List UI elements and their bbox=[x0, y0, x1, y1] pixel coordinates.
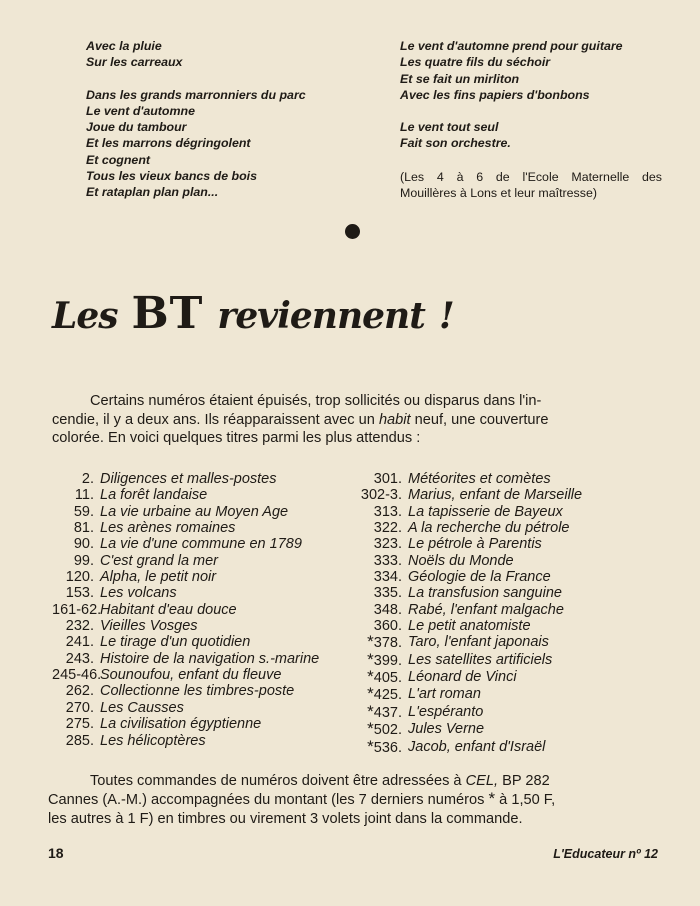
list-item-title: Collectionne les timbres-poste bbox=[100, 683, 295, 700]
list-number-text: 285. bbox=[65, 732, 94, 749]
list-item-title: Vieilles Vosges bbox=[100, 618, 198, 635]
list-item-title: La tapisserie de Bayeux bbox=[408, 503, 563, 520]
order-text: Toutes commandes de numéros doivent être adressées à bbox=[90, 773, 462, 789]
list-item bbox=[352, 701, 582, 721]
poem-line: Et se fait un mirliton bbox=[400, 71, 520, 86]
list-item bbox=[352, 569, 582, 585]
list-item-title: Léonard de Vinci bbox=[408, 669, 517, 686]
list-number-text: 502. bbox=[373, 722, 402, 739]
list-item-number bbox=[352, 487, 402, 503]
poem-left-column bbox=[86, 38, 306, 201]
asterisk-icon: * bbox=[367, 736, 374, 756]
list-item-title: C'est grand la mer bbox=[100, 552, 219, 569]
order-paragraph bbox=[48, 772, 658, 828]
poem-right-column bbox=[400, 38, 623, 152]
list-item bbox=[352, 649, 582, 669]
list-item-title: Rabé, l'enfant malgache bbox=[408, 601, 564, 618]
poem-line bbox=[400, 103, 623, 119]
list-number-text: 99. bbox=[73, 552, 94, 569]
list-number-text: 161-62. bbox=[52, 601, 102, 618]
headline-reviennent: reviennent bbox=[217, 295, 425, 337]
list-item-number bbox=[352, 736, 402, 756]
intro-emphasis: habit bbox=[378, 411, 411, 428]
list-item-number bbox=[352, 520, 402, 536]
credit-line: (Les 4 à 6 de l'Ecole Maternelle des bbox=[400, 170, 662, 184]
list-item-title: L'art roman bbox=[408, 686, 481, 703]
list-item-number bbox=[352, 618, 402, 634]
list-number-text: 405. bbox=[373, 670, 402, 687]
list-item-number bbox=[352, 686, 402, 703]
list-item-number bbox=[52, 487, 94, 503]
list-item bbox=[352, 471, 582, 487]
list-item bbox=[52, 536, 319, 552]
list-item-title: Sounoufou, enfant du fleuve bbox=[100, 667, 282, 684]
list-number-text: 59. bbox=[73, 503, 94, 520]
poem-line: Avec les fins papiers d'bonbons bbox=[400, 87, 590, 102]
list-item-title: Taro, l'enfant japonais bbox=[408, 634, 549, 651]
list-item bbox=[352, 520, 582, 536]
list-number-text: 262. bbox=[65, 683, 94, 700]
intro-text: neuf, une couverture bbox=[414, 411, 549, 428]
list-item-number bbox=[52, 716, 94, 732]
journal-name: L'Educateur nº 12 bbox=[553, 847, 658, 861]
list-item bbox=[52, 504, 319, 520]
list-item-number bbox=[52, 585, 94, 601]
list-item-number bbox=[352, 721, 402, 738]
poem-line: Le vent tout seul bbox=[400, 120, 499, 135]
list-number-text: 232. bbox=[65, 618, 94, 635]
asterisk-icon: * bbox=[367, 632, 374, 652]
intro-line: colorée. En voici quelques titres parmi les plus attendus : bbox=[52, 430, 421, 446]
list-item-title: Alpha, le petit noir bbox=[100, 569, 217, 586]
poem-line: Tous les vieux bancs de bois bbox=[86, 169, 258, 184]
list-number-text: 245-46. bbox=[52, 667, 102, 684]
headline-exclamation: ! bbox=[438, 295, 455, 337]
list-item-title: Les arènes romaines bbox=[100, 520, 236, 537]
list-number-text: 302-3. bbox=[360, 487, 402, 504]
list-item bbox=[352, 553, 582, 569]
list-item-title: Météorites et comètes bbox=[408, 471, 551, 487]
list-number-text: 378. bbox=[373, 635, 402, 652]
list-item-number bbox=[352, 669, 402, 686]
asterisk-icon: * bbox=[367, 684, 374, 704]
list-item-number bbox=[52, 683, 94, 699]
list-item bbox=[352, 618, 582, 634]
asterisk-icon: * bbox=[367, 667, 374, 687]
list-item bbox=[52, 487, 319, 503]
list-item bbox=[52, 553, 319, 569]
list-item bbox=[352, 686, 582, 703]
list-item-number bbox=[352, 536, 402, 552]
list-number-text: 243. bbox=[65, 650, 94, 667]
list-item bbox=[52, 651, 319, 667]
intro-line: Certains numéros étaient épuisés, trop sollicités ou disparus dans l'in- bbox=[90, 393, 542, 409]
list-item-number bbox=[352, 701, 402, 721]
asterisk-icon: * bbox=[488, 789, 496, 809]
poem-line: Sur les carreaux bbox=[86, 55, 183, 70]
list-item-title: Les Causses bbox=[100, 699, 184, 716]
poem-line bbox=[86, 71, 306, 87]
list-number-text: 241. bbox=[65, 634, 94, 651]
list-number-text: 536. bbox=[373, 739, 402, 756]
list-item-title: Les volcans bbox=[100, 585, 177, 602]
asterisk-icon: * bbox=[367, 719, 374, 739]
order-text: à 1,50 F, bbox=[499, 792, 556, 809]
list-item-number bbox=[52, 618, 94, 634]
headline bbox=[52, 288, 455, 339]
list-item bbox=[52, 602, 319, 618]
list-number-text: 323. bbox=[373, 536, 402, 553]
list-item-title: Histoire de la navigation s.-marine bbox=[100, 650, 320, 667]
list-number-text: 334. bbox=[373, 569, 402, 586]
list-item bbox=[52, 700, 319, 716]
list-number-text: 270. bbox=[65, 699, 94, 716]
list-item bbox=[52, 667, 319, 683]
list-item-number bbox=[352, 602, 402, 618]
order-text: BP 282 bbox=[502, 773, 550, 789]
list-number-text: 301. bbox=[373, 471, 402, 487]
list-item-number bbox=[352, 504, 402, 520]
list-item-number bbox=[52, 634, 94, 650]
order-text: Cannes (A.-M.) accompagnées du montant (les 7 derniers numéros bbox=[48, 792, 485, 809]
list-number-text: 81. bbox=[73, 520, 94, 537]
list-item-number bbox=[352, 569, 402, 585]
list-item-title: La vie d'une commune en 1789 bbox=[100, 536, 302, 553]
list-item bbox=[52, 634, 319, 650]
list-item-title: Le pétrole à Parentis bbox=[408, 536, 542, 553]
list-item-title: Géologie de la France bbox=[408, 569, 551, 586]
order-line bbox=[48, 772, 658, 790]
list-number-text: 313. bbox=[373, 503, 402, 520]
list-item bbox=[352, 536, 582, 552]
intro-text: cendie, il y a deux ans. Ils réapparaissent avec un bbox=[52, 411, 375, 428]
list-item bbox=[52, 569, 319, 585]
list-item bbox=[352, 721, 582, 738]
list-item-title: Habitant d'eau douce bbox=[100, 601, 237, 618]
poem-line: Fait son orchestre. bbox=[400, 136, 511, 151]
order-line bbox=[48, 790, 658, 809]
list-item-number bbox=[52, 553, 94, 569]
poem-line: Joue du tambour bbox=[86, 120, 187, 135]
list-item bbox=[52, 683, 319, 699]
list-number-text: 90. bbox=[73, 536, 94, 553]
list-item bbox=[52, 520, 319, 536]
list-number-text: 275. bbox=[65, 716, 94, 733]
list-number-text: 437. bbox=[373, 704, 402, 721]
headline-bt: BT bbox=[131, 288, 204, 339]
credit-line: Mouillères à Lons et leur maîtresse) bbox=[400, 186, 597, 201]
list-item-title: Noëls du Monde bbox=[408, 552, 514, 569]
list-item-title: La transfusion sanguine bbox=[408, 585, 562, 602]
asterisk-icon: * bbox=[367, 701, 374, 721]
list-number-text: 360. bbox=[373, 618, 402, 635]
poem-line: Dans les grands marronniers du parc bbox=[86, 87, 306, 102]
poem-line: Et rataplan plan plan... bbox=[86, 185, 219, 200]
list-item bbox=[352, 634, 582, 651]
list-item bbox=[352, 585, 582, 601]
list-item bbox=[52, 618, 319, 634]
list-item-number bbox=[352, 553, 402, 569]
poem-line: Les quatre fils du séchoir bbox=[400, 55, 551, 70]
list-item-title: Jacob, enfant d'Israël bbox=[408, 738, 546, 755]
list-item-title: La civilisation égyptienne bbox=[100, 716, 262, 733]
list-item-title: Marius, enfant de Marseille bbox=[408, 487, 583, 504]
intro-paragraph bbox=[52, 392, 658, 448]
order-emphasis: CEL, bbox=[465, 773, 499, 789]
bt-list-right bbox=[352, 471, 582, 756]
list-item-title: L'espéranto bbox=[408, 703, 484, 720]
poem-line: Avec la pluie bbox=[86, 39, 162, 53]
list-item-number bbox=[352, 649, 402, 669]
list-item-title: Les satellites artificiels bbox=[408, 651, 553, 668]
list-number-text: 335. bbox=[373, 585, 402, 602]
bt-list-left bbox=[52, 471, 319, 749]
list-item-title: La forêt landaise bbox=[100, 487, 208, 504]
list-item-number bbox=[352, 634, 402, 651]
list-item-number bbox=[52, 504, 94, 520]
section-bullet-icon bbox=[345, 224, 360, 239]
list-item-number bbox=[52, 601, 102, 618]
list-item-number bbox=[52, 651, 94, 667]
poem-line: Le vent d'automne prend pour guitare bbox=[400, 39, 623, 53]
list-item-title: Le petit anatomiste bbox=[408, 618, 531, 635]
list-number-text: 348. bbox=[373, 601, 402, 618]
list-item-title: Le tirage d'un quotidien bbox=[100, 634, 251, 651]
list-item-number bbox=[52, 536, 94, 552]
list-item-title: Diligences et malles-postes bbox=[100, 471, 277, 487]
list-item-title: Les hélicoptères bbox=[100, 732, 206, 749]
list-item bbox=[52, 733, 319, 749]
list-number-text: 333. bbox=[373, 552, 402, 569]
list-item bbox=[352, 487, 582, 503]
page-number: 18 bbox=[48, 845, 64, 861]
poem-credit bbox=[400, 169, 662, 202]
poem-line: Et les marrons dégringolent bbox=[86, 136, 251, 151]
intro-line bbox=[52, 411, 658, 430]
list-item-number bbox=[352, 471, 402, 487]
list-number-text: 322. bbox=[373, 520, 402, 537]
list-item-number bbox=[52, 471, 94, 487]
list-number-text: 11. bbox=[74, 487, 94, 504]
list-item bbox=[352, 602, 582, 618]
list-item-number bbox=[52, 700, 94, 716]
list-number-text: 2. bbox=[81, 471, 94, 487]
list-item bbox=[52, 716, 319, 732]
list-item bbox=[352, 669, 582, 686]
list-item-title: A la recherche du pétrole bbox=[408, 520, 570, 537]
list-item-title: La vie urbaine au Moyen Age bbox=[100, 503, 289, 520]
list-item-number bbox=[52, 667, 102, 684]
list-item-number bbox=[352, 585, 402, 601]
headline-les: Les bbox=[52, 295, 118, 337]
list-number-text: 120. bbox=[65, 569, 94, 586]
poem-line: Le vent d'automne bbox=[86, 103, 195, 118]
list-item bbox=[52, 471, 319, 487]
list-number-text: 153. bbox=[65, 585, 94, 602]
list-item bbox=[352, 736, 582, 756]
list-number-text: 425. bbox=[373, 687, 402, 704]
list-item bbox=[52, 585, 319, 601]
poem-line: Et cognent bbox=[86, 152, 151, 167]
list-item-number bbox=[52, 520, 94, 536]
list-item-number bbox=[52, 733, 94, 749]
list-item-title: Jules Verne bbox=[408, 721, 485, 738]
order-line: les autres à 1 F) en timbres ou virement 3 volets joint dans la commande. bbox=[48, 810, 523, 827]
list-number-text: 399. bbox=[373, 652, 402, 669]
list-item-number bbox=[52, 569, 94, 585]
list-item bbox=[352, 504, 582, 520]
asterisk-icon: * bbox=[367, 649, 374, 669]
